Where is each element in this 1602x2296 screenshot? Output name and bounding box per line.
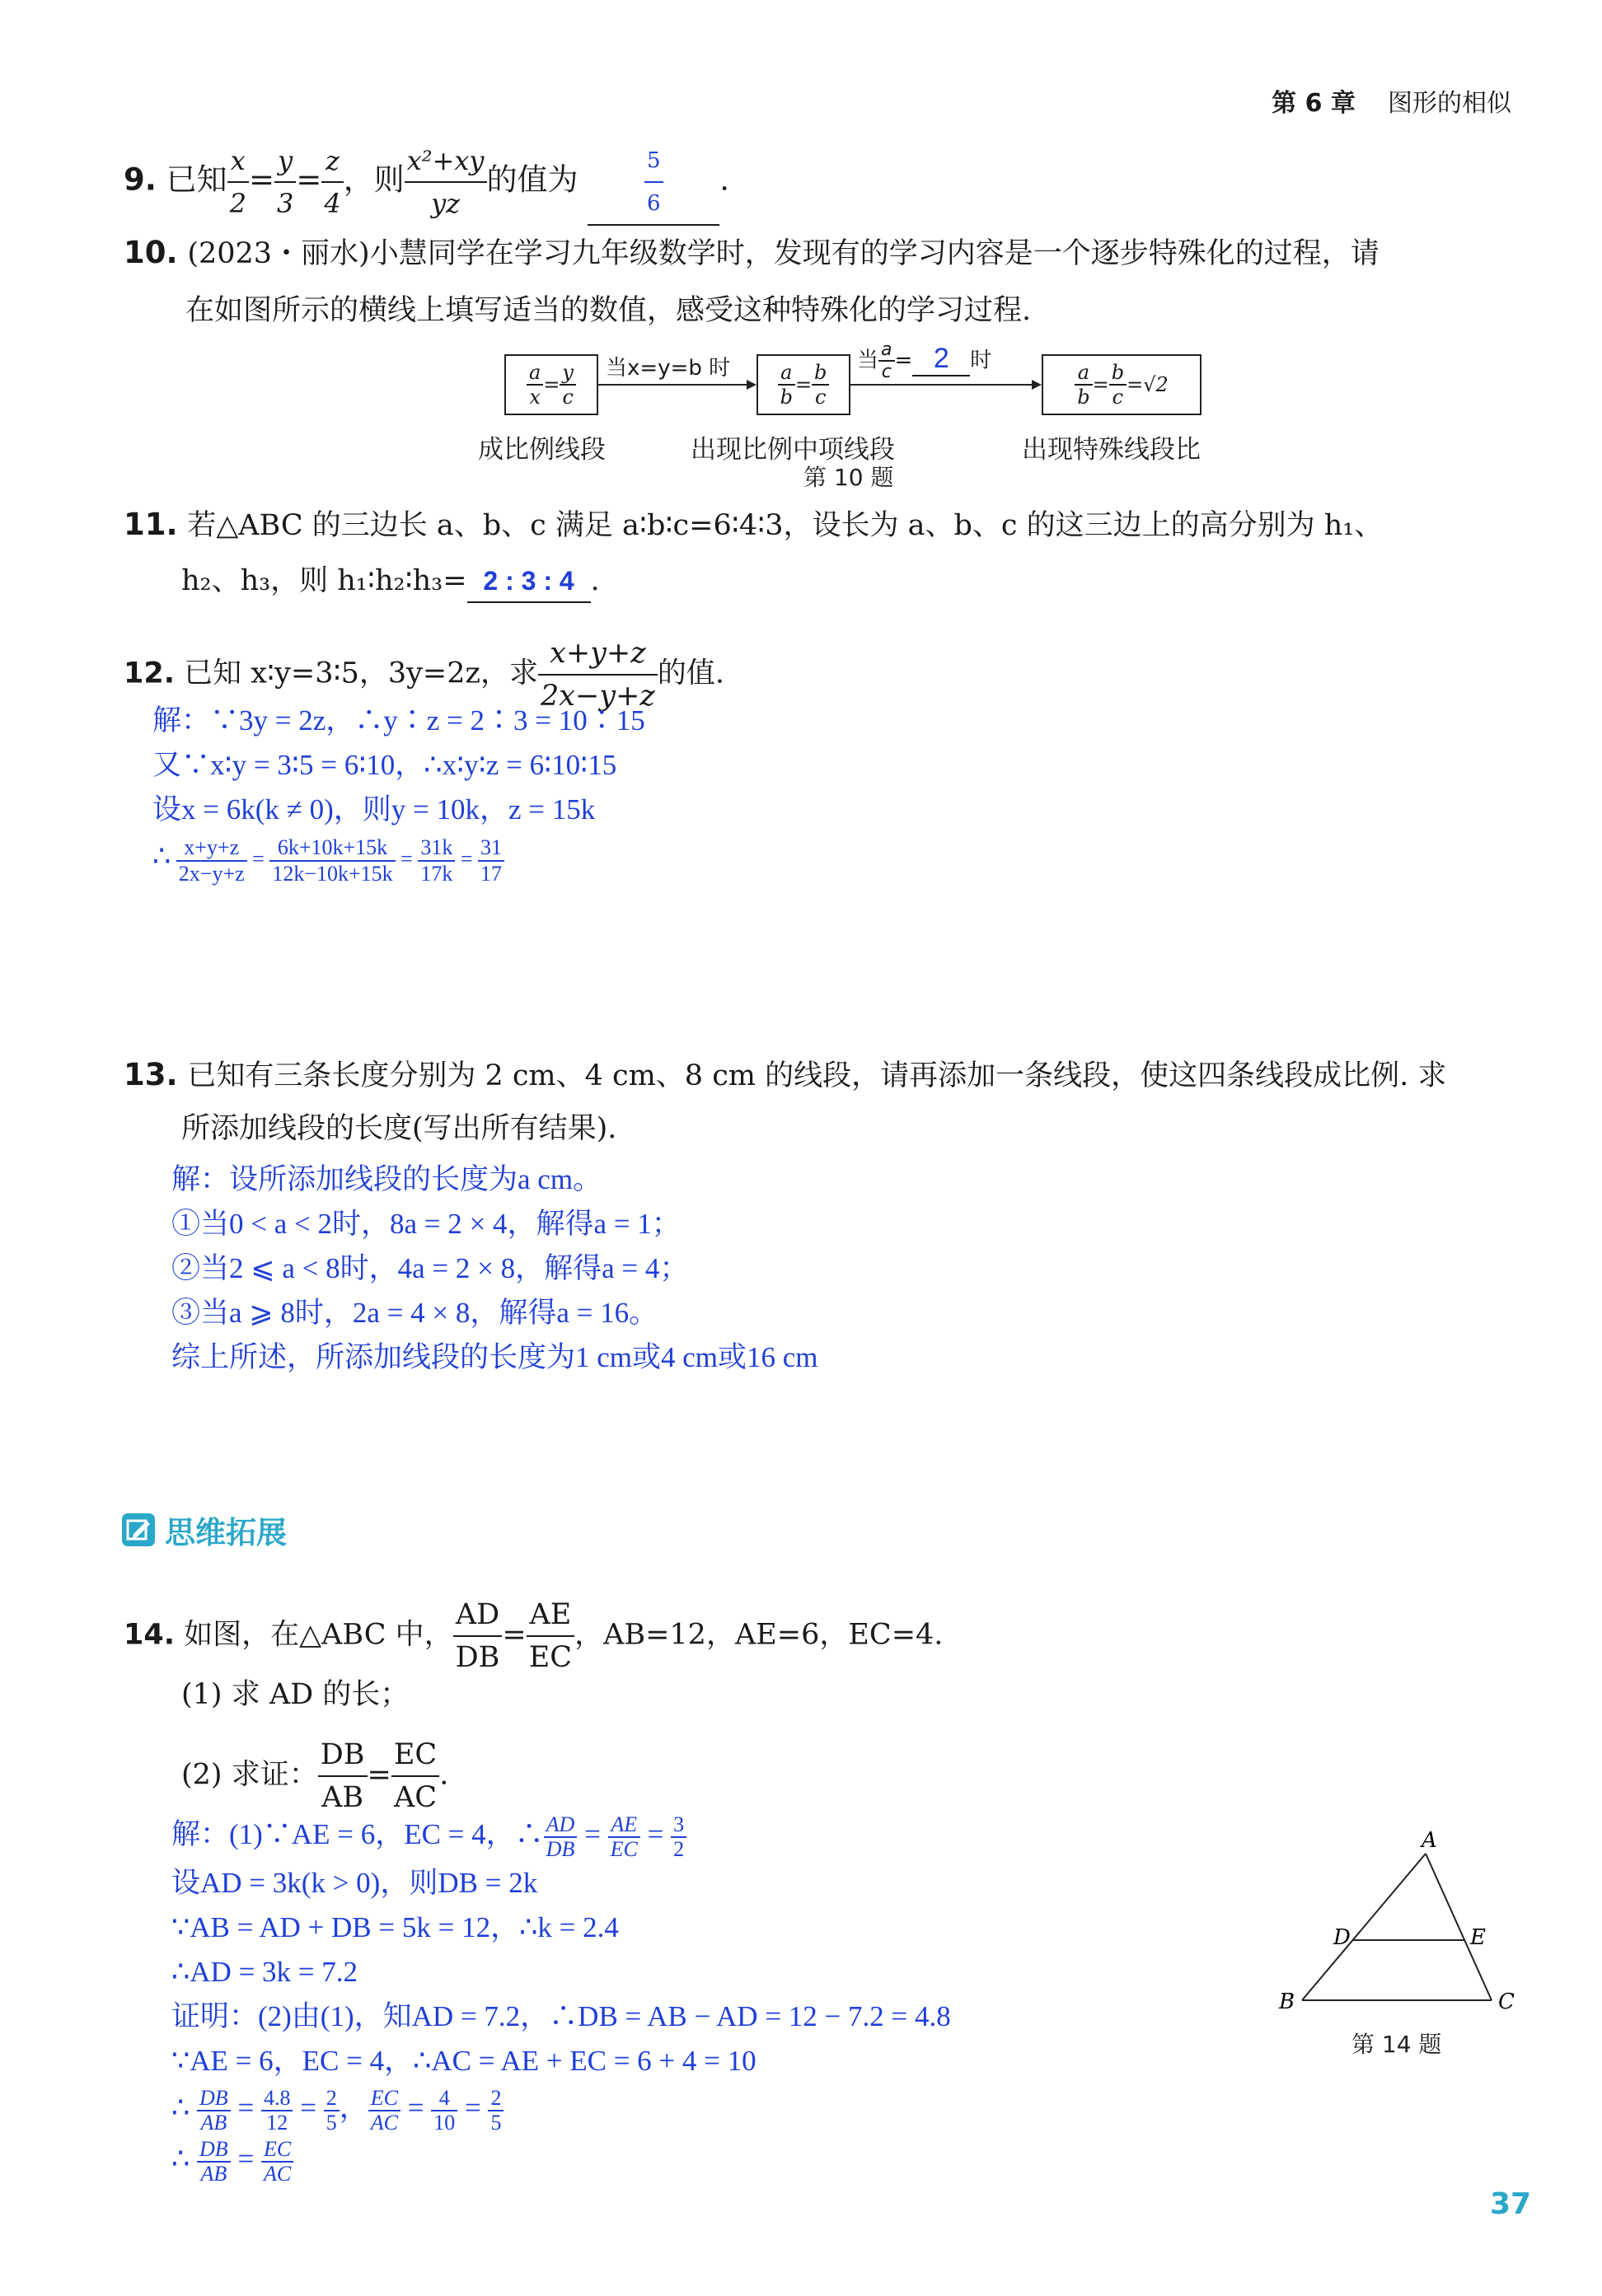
question-number: 9. <box>124 161 157 198</box>
solution-14 <box>171 1812 951 2186</box>
solution-13 <box>171 1157 818 1380</box>
label-special-ratio: 出现特殊线段比 <box>1022 435 1201 465</box>
question-text: 如图，在△ABC 中， <box>184 1618 453 1652</box>
solution-line: 解：设所添加线段的长度为a cm。 <box>171 1163 602 1195</box>
fraction: $\frac{\text{x²+xy}}{yz}$ <box>405 140 487 224</box>
solution-line: 解：(1)∵AE = 6，EC = 4，∴ $\frac{AD}{DB}$ = $\frac{AE}{EC}$ = $\frac{3}{2}$ <box>171 1812 951 1861</box>
fraction: $\frac{AD}{DB}$ <box>453 1594 503 1678</box>
solution-line: ∴ $\frac{DB}{AB}$ = $\frac{4.8}{12}$ = $\frac{2}{5}$ ， $\frac{EC}{AC}$ = $\frac{4}{10}$ = $\frac{2}{5}$ <box>171 2083 951 2135</box>
solution-line: ③当a ⩾ 8时，2a = 4 × 8，解得a = 16。 <box>171 1297 658 1329</box>
period: . <box>590 564 600 597</box>
question-text: 已知 <box>166 161 227 198</box>
arrow-2-label: 当 $\frac{a}{c}$ = 2 时 <box>857 339 992 382</box>
label-b: B <box>1279 1990 1295 2014</box>
solution-line: ②当2 ⩽ a < 8时，4a = 2 × 8，解得a = 4； <box>171 1252 689 1284</box>
question-10-line-2: 在如图所示的横线上填写适当的数值，感受这种特殊化的学习过程. <box>185 294 1032 327</box>
side-ab <box>1302 1854 1426 2000</box>
solution-line: ①当0 < a < 2时，8a = 2 × 4，解得a = 1； <box>171 1208 681 1240</box>
question-text-line-1: (2023・丽水)小慧同学在学习九年级数学时，发现有的学习内容是一个逐步特殊化的过程，请 <box>187 237 1380 270</box>
solution-line: 综上所述，所添加线段的长度为1 cm或4 cm或16 cm <box>171 1341 818 1373</box>
question-number: 13. <box>124 1057 178 1092</box>
label-e: E <box>1470 1925 1486 1950</box>
question-text-line-1: 若△ABC 的三边长 a、b、c 满足 a∶b∶c=6∶4∶3，设长为 a、b、c 的这三边上的高分别为 h₁、 <box>187 509 1384 542</box>
question-text: 的值. <box>657 657 724 690</box>
arrow-1-label: 当x=y=b 时 <box>606 356 731 381</box>
label-c: C <box>1498 1990 1515 2014</box>
question-number: 14. <box>124 1618 176 1652</box>
label-text: 时 <box>970 348 992 373</box>
label-mean-proportional: 出现比例中项线段 <box>691 435 895 465</box>
fraction: $\frac{31}{17}$ <box>478 835 504 886</box>
page-number: 37 <box>1490 2187 1532 2221</box>
page-header <box>1272 82 1511 119</box>
fraction: $\frac{31k}{17k}$ <box>418 835 455 886</box>
triangle-figure <box>1269 1829 1541 2043</box>
solution-text: 解：(1)∵AE = 6，EC = 4，∴ <box>171 1818 544 1850</box>
arrow-head-1 <box>747 380 756 390</box>
question-13-line-2: 所添加线段的长度(写出所有结果). <box>181 1112 617 1145</box>
fraction: $\frac{x+y+z}{2x-y+z}$ <box>538 633 658 717</box>
label-proportional: 成比例线段 <box>478 435 606 465</box>
box-special-ratio: $\frac{a}{b}$ = $\frac{b}{c}$ =√2 <box>1042 354 1202 415</box>
arrow-head-2 <box>1032 380 1042 390</box>
answer-blank: 2 : 3 : 4 <box>467 560 591 603</box>
chapter-number: 第 6 章 <box>1272 89 1356 118</box>
fraction: $\frac{EC}{AC}$ <box>391 1734 439 1818</box>
label-text: 当 <box>857 348 879 373</box>
question-13 <box>124 1054 1566 1097</box>
arrow-1 <box>597 384 753 386</box>
pencil-icon <box>122 1513 155 1546</box>
question-text: 已知 x∶y=3∶5，3y=2z，求 <box>184 657 538 690</box>
question-9: 9. 已知 $\frac{x}{2}$ = $\frac{y}{3}$ = $\frac{z}{4}$ ，则 $\frac{\text{x²+xy}}{yz}$ 的值为 $\frac{5}{6}$ . <box>124 140 1525 226</box>
question-11 <box>124 504 1566 546</box>
question-number: 10. <box>124 235 178 270</box>
solution-line: ∴ $\frac{x+y+z}{2x-y+z}$ = $\frac{6k+10k+15k}{12k-10k+15k}$ = $\frac{31k}{17k}$ = $\frac{31}{17}$ <box>152 835 645 886</box>
answer-blank <box>588 140 719 226</box>
therefore: ∴ <box>152 839 171 872</box>
question-text-line-1: 已知有三条长度分别为 2 cm、4 cm、8 cm 的线段，请再添加一条线段，使这四条线段成比例. 求 <box>187 1059 1447 1092</box>
solution-line: 又∵x∶y = 3∶5 = 6∶10，∴x∶y∶z = 6∶10∶15 <box>152 749 617 781</box>
question-14: 14. 如图，在△ABC 中， $\frac{AD}{DB}$ = $\frac{AE}{EC}$ ，AB=12，AE=6，EC=4. <box>124 1594 943 1678</box>
fraction: $\frac{AE}{EC}$ <box>527 1594 574 1678</box>
solution-line: ∵AE = 6，EC = 4，∴AC = AE + EC = 6 + 4 = 10 <box>171 2044 756 2077</box>
solution-line: 设AD = 3k(k > 0)，则DB = 2k <box>171 1866 538 1899</box>
fraction: $\frac{x}{2}$ <box>227 140 249 224</box>
section-title: 思维拓展 <box>165 1515 287 1550</box>
question-number: 11. <box>124 507 178 542</box>
arrow-2 <box>849 384 1038 386</box>
solution-line: ∴AD = 3k = 7.2 <box>171 1955 358 1988</box>
figure-caption-14: 第 14 题 <box>1351 2031 1442 2058</box>
question-number: 12. <box>124 657 176 690</box>
question-11-line-2 <box>181 560 600 603</box>
solution-12 <box>152 699 645 886</box>
fraction: $\frac{x+y+z}{2x-y+z}$ <box>176 835 247 886</box>
question-text: 的值为 <box>486 161 578 198</box>
box-mean-proportional: $\frac{a}{b}$ = $\frac{b}{c}$ <box>756 354 850 415</box>
solution-line: 设x = 6k(k ≠ 0)，则y = 10k，z = 15k <box>152 793 596 825</box>
label-d: D <box>1333 1925 1351 1950</box>
label-a: A <box>1422 1829 1437 1853</box>
question-14-part-2: (2) 求证： $\frac{DB}{AB}$ = $\frac{EC}{AC}$ . <box>181 1734 448 1818</box>
fraction: $\frac{z}{4}$ <box>321 140 343 224</box>
fraction: $\frac{6k+10k+15k}{12k-10k+15k}$ <box>269 835 395 886</box>
period: . <box>719 161 730 198</box>
solution-line: ∴ $\frac{DB}{AB}$ = $\frac{EC}{AC}$ <box>171 2135 951 2186</box>
question-text: h₂、h₃，则 h₁∶h₂∶h₃= <box>181 564 467 597</box>
fraction: $\frac{DB}{AB}$ <box>318 1734 368 1818</box>
fraction: $\frac{y}{3}$ <box>274 140 296 224</box>
solution-line: ∵AB = AD + DB = 5k = 12，∴k = 2.4 <box>171 1910 619 1943</box>
box-proportional: $\frac{a}{x}$ = $\frac{y}{c}$ <box>504 354 598 415</box>
solution-line: 证明：(2)由(1)，知AD = 7.2，∴DB = AB − AD = 12 − 7.2 = 4.8 <box>171 1999 951 2032</box>
section-header <box>122 1508 287 1552</box>
question-text: (2) 求证： <box>181 1758 318 1792</box>
answer-fraction: $\frac{5}{6}$ <box>644 140 663 224</box>
question-10 <box>124 232 1525 274</box>
question-text: ，则 <box>343 161 405 198</box>
solution-line: 解：∵3y = 2z，∴y∶z = 2∶3 = 10∶15 <box>152 704 645 736</box>
chapter-title: 图形的相似 <box>1388 89 1511 118</box>
figure-caption-10: 第 10 题 <box>803 464 894 491</box>
answer-blank: 2 <box>912 343 970 376</box>
question-text: ，AB=12，AE=6，EC=4. <box>574 1618 944 1652</box>
question-14-part-1: (1) 求 AD 的长； <box>181 1678 410 1711</box>
